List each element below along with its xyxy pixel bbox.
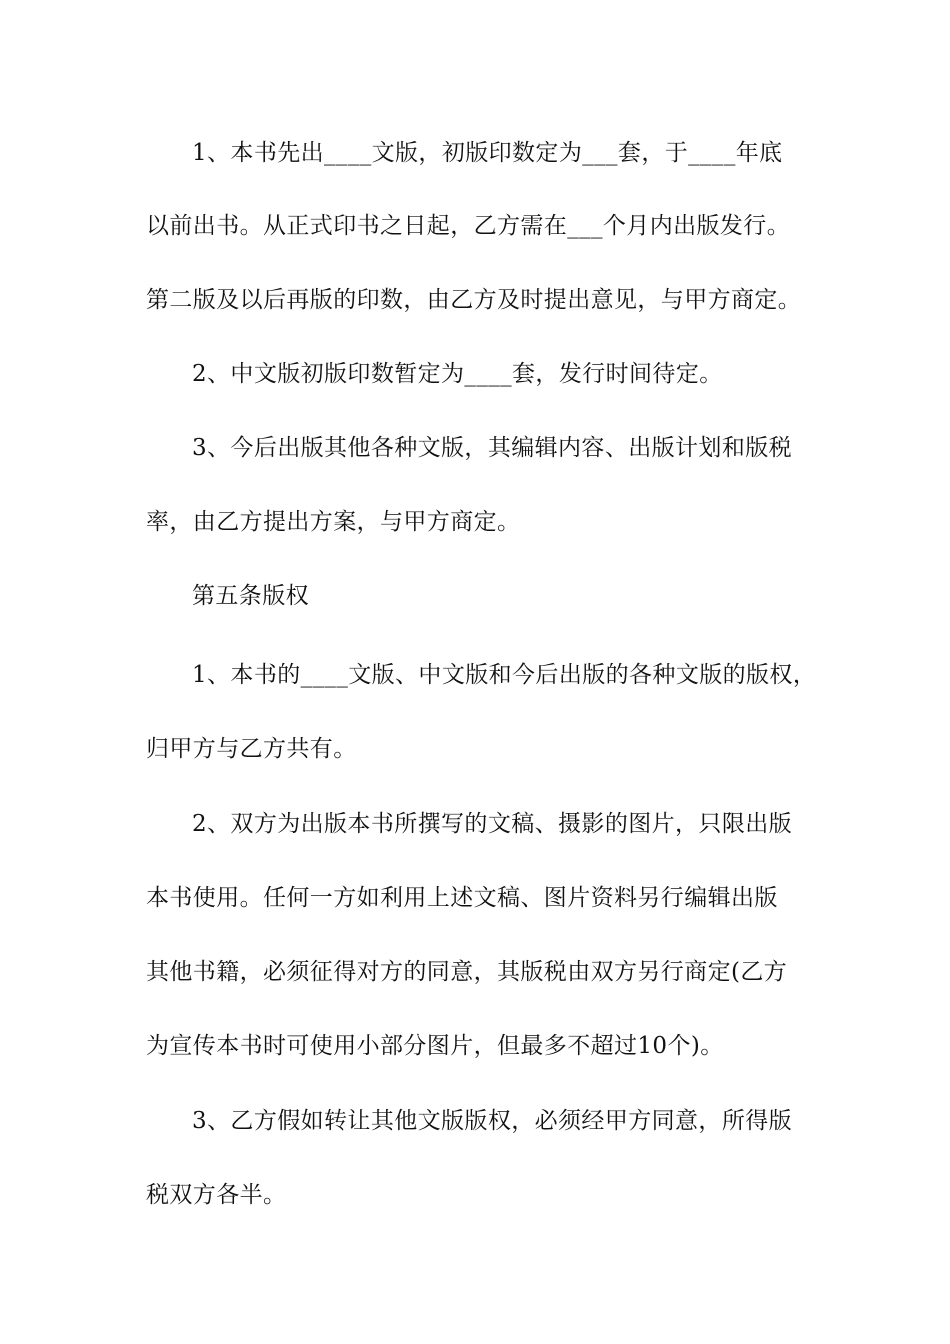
section-heading: 第五条版权 — [192, 583, 309, 609]
paragraph-6-line-2: 税双方各半。 — [146, 1182, 287, 1208]
paragraph-4-line-2: 归甲方与乙方共有。 — [146, 736, 357, 762]
paragraph-5-line-3: 其他书籍，必须征得对方的同意，其版税由双方另行商定(乙方 — [146, 959, 788, 985]
paragraph-3-line-1: 3、今后出版其他各种文版，其编辑内容、出版计划和版税 — [192, 435, 793, 461]
paragraph-4-line-1: 1、本书的____文版、中文版和今后出版的各种文版的版权， — [192, 662, 817, 688]
paragraph-5-line-2: 本书使用。任何一方如利用上述文稿、图片资料另行编辑出版 — [146, 885, 778, 911]
paragraph-1-line-2: 以前出书。从正式印书之日起，乙方需在___个月内出版发行。 — [146, 213, 791, 239]
paragraph-1-line-3: 第二版及以后再版的印数，由乙方及时提出意见，与甲方商定。 — [146, 287, 802, 313]
paragraph-2-line-1: 2、中文版初版印数暂定为____套，发行时间待定。 — [192, 361, 723, 387]
paragraph-5-line-1: 2、双方为出版本书所撰写的文稿、摄影的图片，只限出版 — [192, 811, 793, 837]
paragraph-5-line-4: 为宣传本书时可使用小部分图片，但最多不超过10个)。 — [146, 1033, 724, 1059]
paragraph-1-line-1: 1、本书先出____文版，初版印数定为___套，于____年底 — [192, 140, 783, 166]
paragraph-6-line-1: 3、乙方假如转让其他文版版权，必须经甲方同意，所得版 — [192, 1108, 793, 1134]
paragraph-3-line-2: 率，由乙方提出方案，与甲方商定。 — [146, 509, 521, 535]
